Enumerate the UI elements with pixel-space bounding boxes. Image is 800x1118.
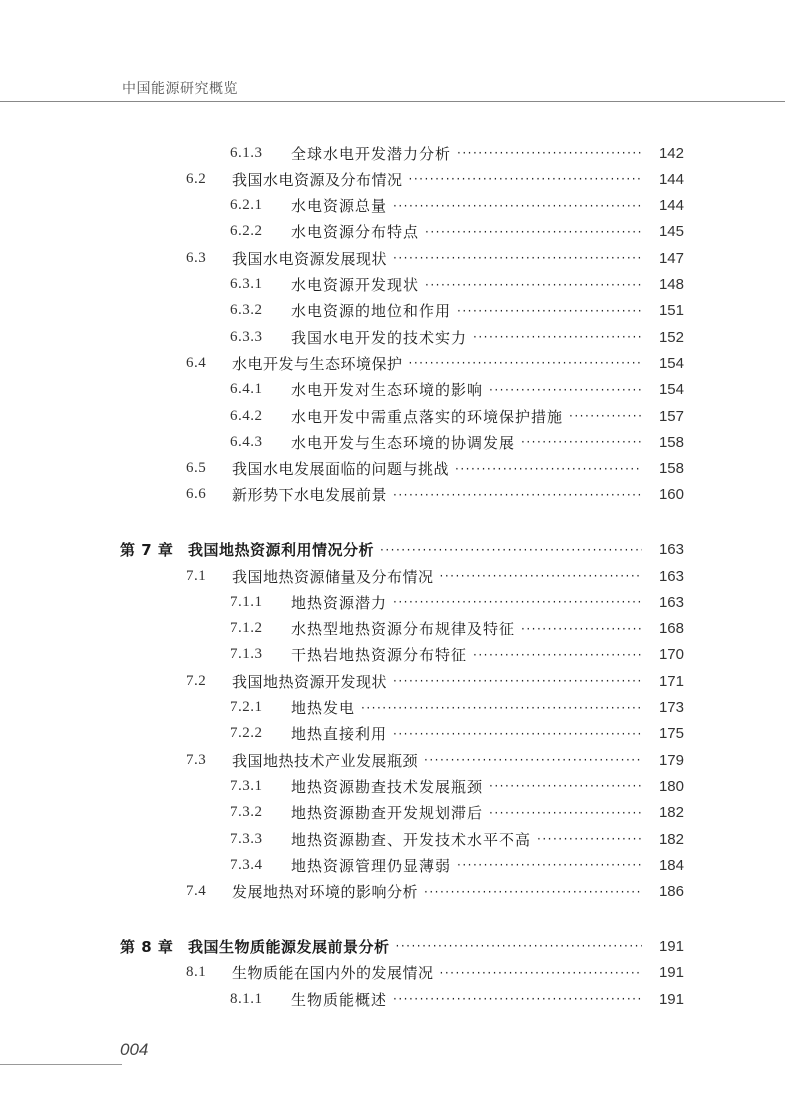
toc-entry-number: 6.5 <box>186 460 207 477</box>
toc-entry-number: 7.3.4 <box>230 856 263 873</box>
toc-entry-page: 170 <box>658 646 684 664</box>
toc-entry-title: 我国水电资源及分布情况 <box>232 170 403 189</box>
toc-entry-title: 我国水电开发的技术实力 <box>291 328 468 347</box>
toc-entry-number: 6.4.2 <box>230 407 263 424</box>
toc-entry-number: 8.1 <box>186 964 207 981</box>
toc-section-entry[interactable] <box>186 350 684 376</box>
toc-leader-dots <box>424 885 642 899</box>
toc-entry-title: 我国生物质能源发展前景分析 <box>188 937 390 956</box>
toc-entry-title: 水电开发与生态环境保护 <box>232 354 403 373</box>
toc-entry-number: 7.1.1 <box>230 593 263 610</box>
toc-leader-dots <box>424 753 642 767</box>
toc-entry-number: 6.3 <box>186 249 207 266</box>
toc-entry-page: 145 <box>658 223 684 241</box>
toc-entry-title: 生物质能概述 <box>291 990 388 1009</box>
toc-entry-number: 6.2.1 <box>230 197 263 214</box>
toc-leader-dots <box>380 543 642 557</box>
toc-entry-page: 163 <box>658 593 684 611</box>
toc-leader-dots <box>393 992 642 1006</box>
toc-entry-number: 6.4.3 <box>230 433 263 450</box>
toc-entry-page: 163 <box>658 541 684 559</box>
toc-section-entry[interactable] <box>186 563 684 589</box>
toc-leader-dots <box>455 462 642 476</box>
toc-leader-dots <box>489 383 642 397</box>
toc-leader-dots <box>537 832 642 846</box>
toc-section-entry[interactable] <box>186 879 684 905</box>
toc-entry-title: 我国地热资源储量及分布情况 <box>232 567 434 586</box>
toc-entry-number: 7.3.2 <box>230 804 263 821</box>
toc-subsection-entry[interactable] <box>230 219 684 245</box>
toc-subsection-entry[interactable] <box>230 298 684 324</box>
toc-leader-dots <box>457 146 642 160</box>
toc-entry-page: 182 <box>658 830 684 848</box>
toc-entry-number: 6.4 <box>186 354 207 371</box>
toc-entry-title: 我国地热技术产业发展瓶颈 <box>232 751 419 770</box>
toc-entry-number: 7.3.3 <box>230 830 263 847</box>
toc-entry-page: 191 <box>658 990 684 1008</box>
toc-entry-title: 地热资源勘查开发规划滞后 <box>291 804 484 823</box>
toc-entry-number: 7.1.3 <box>230 646 263 663</box>
toc-subsection-entry[interactable] <box>230 616 684 642</box>
toc-leader-dots <box>473 648 642 662</box>
toc-entry-title: 生物质能在国内外的发展情况 <box>232 964 434 983</box>
toc-entry-page: 157 <box>658 407 684 425</box>
toc-subsection-entry[interactable] <box>230 140 684 166</box>
toc-leader-dots <box>393 727 642 741</box>
toc-entry-number: 7.4 <box>186 883 207 900</box>
toc-section-entry[interactable] <box>186 747 684 773</box>
toc-leader-dots <box>409 172 642 186</box>
toc-subsection-entry[interactable] <box>230 589 684 615</box>
toc-leader-dots <box>521 435 642 449</box>
toc-subsection-entry[interactable] <box>230 852 684 878</box>
toc-entry-title: 地热发电 <box>291 699 356 717</box>
toc-entry-number: 第 8 章 <box>120 937 174 956</box>
toc-leader-dots <box>440 966 642 980</box>
toc-entry-page: 168 <box>658 620 684 638</box>
toc-section-entry[interactable] <box>186 166 684 192</box>
toc-entry-number: 6.6 <box>186 486 207 503</box>
toc-subsection-entry[interactable] <box>230 193 684 219</box>
toc-entry-number: 7.2 <box>186 672 207 689</box>
toc-entry-title: 地热直接利用 <box>291 725 388 744</box>
toc-entry-title: 水电开发中需重点落实的环境保护措施 <box>291 407 564 426</box>
toc-entry-number: 7.2.2 <box>230 725 263 742</box>
toc-section-entry[interactable] <box>186 245 684 271</box>
toc-entry-title: 发展地热对环境的影响分析 <box>232 883 419 902</box>
toc-entry-number: 7.2.1 <box>230 699 263 715</box>
toc-subsection-entry[interactable] <box>230 695 684 721</box>
toc-entry-page: 154 <box>658 354 684 372</box>
toc-entry-title: 水电开发对生态环境的影响 <box>291 381 484 400</box>
toc-entry-number: 6.1.3 <box>230 144 263 161</box>
toc-subsection-entry[interactable] <box>230 272 684 298</box>
toc-leader-dots <box>489 806 642 820</box>
toc-entry-page: 148 <box>658 276 684 293</box>
toc-leader-dots <box>457 858 642 872</box>
toc-entry-title: 水电资源分布特点 <box>291 223 420 242</box>
toc-entry-title: 地热资源勘查技术发展瓶颈 <box>291 777 484 796</box>
toc-entry-title: 水电资源的地位和作用 <box>291 302 452 321</box>
toc-subsection-entry[interactable] <box>230 324 684 350</box>
toc-subsection-entry[interactable] <box>230 429 684 455</box>
toc-entry-number: 7.1 <box>186 567 207 584</box>
toc-entry-number: 6.3.1 <box>230 276 263 292</box>
toc-leader-dots <box>393 251 642 265</box>
toc-entry-number: 6.3.3 <box>230 328 263 345</box>
toc-leader-dots <box>521 622 642 636</box>
toc-entry-page: 158 <box>658 460 684 478</box>
toc-entry-page: 152 <box>658 328 684 346</box>
page-number: 004 <box>120 1040 149 1059</box>
toc-entry-title: 地热资源管理仍显薄弱 <box>291 856 452 875</box>
toc-leader-dots <box>457 304 642 318</box>
toc-entry-title: 水电资源开发现状 <box>291 276 420 294</box>
toc-entry-page: 171 <box>658 672 684 690</box>
toc-entry-page: 173 <box>658 699 684 716</box>
toc-entry-number: 6.2.2 <box>230 223 263 240</box>
toc-entry-page: 158 <box>658 433 684 451</box>
toc-entry-page: 163 <box>658 567 684 585</box>
toc-entry-title: 我国地热资源开发现状 <box>232 672 388 691</box>
toc-section-entry[interactable] <box>186 482 684 508</box>
toc-entry-page: 160 <box>658 486 684 504</box>
toc-entry-page: 182 <box>658 804 684 822</box>
toc-subsection-entry[interactable] <box>230 377 684 403</box>
footer-divider <box>0 1064 122 1065</box>
toc-subsection-entry[interactable] <box>230 773 684 799</box>
toc-entry-page: 180 <box>658 777 684 795</box>
toc-leader-dots <box>393 674 642 688</box>
toc-entry-title: 新形势下水电发展前景 <box>232 486 388 505</box>
toc-entry-page: 144 <box>658 170 684 188</box>
toc-entry-number: 7.3 <box>186 751 207 768</box>
toc-chapter-entry[interactable] <box>120 537 684 563</box>
toc-entry-page: 184 <box>658 856 684 874</box>
toc-subsection-entry[interactable] <box>230 826 684 852</box>
toc-entry-page: 144 <box>658 197 684 215</box>
toc-entry-title: 地热资源潜力 <box>291 593 388 612</box>
toc-entry-number: 6.4.1 <box>230 381 263 398</box>
toc-leader-dots <box>473 330 642 344</box>
toc-subsection-entry[interactable] <box>230 800 684 826</box>
toc-leader-dots <box>425 225 642 239</box>
toc-entry-page: 151 <box>658 302 684 320</box>
toc-leader-dots <box>409 356 642 370</box>
toc-entry-page: 191 <box>658 937 684 955</box>
toc-entry-title: 水电资源总量 <box>291 197 388 216</box>
toc-subsection-entry[interactable] <box>230 642 684 668</box>
toc-entry-number: 第 7 章 <box>120 541 174 560</box>
toc-leader-dots <box>361 701 642 715</box>
toc-leader-dots <box>396 939 642 953</box>
toc-entry-number: 6.2 <box>186 170 207 187</box>
toc-entry-title: 干热岩地热资源分布特征 <box>291 646 468 665</box>
toc-entry-page: 142 <box>658 144 684 162</box>
toc-subsection-entry[interactable] <box>230 721 684 747</box>
toc-entry-title: 我国水电发展面临的问题与挑战 <box>232 460 450 479</box>
toc-leader-dots <box>425 278 642 292</box>
toc-leader-dots <box>393 199 642 213</box>
toc-entry-title: 全球水电开发潜力分析 <box>291 144 452 163</box>
toc-section-entry[interactable] <box>186 960 684 986</box>
toc-entry-page: 179 <box>658 751 684 769</box>
toc-entry-page: 186 <box>658 883 684 901</box>
toc-leader-dots <box>569 409 642 423</box>
toc-chapter-entry[interactable] <box>120 933 684 959</box>
toc-entry-page: 175 <box>658 725 684 743</box>
toc-section-entry[interactable] <box>186 668 684 694</box>
toc-leader-dots <box>489 779 642 793</box>
toc-entry-title: 我国水电资源发展现状 <box>232 249 388 268</box>
toc-subsection-entry[interactable] <box>230 403 684 429</box>
toc-leader-dots <box>393 488 642 502</box>
running-header: 中国能源研究概览 <box>122 81 238 97</box>
toc-leader-dots <box>393 595 642 609</box>
toc-entry-number: 8.1.1 <box>230 990 263 1007</box>
toc-entry-number: 6.3.2 <box>230 302 263 319</box>
toc-entry-page: 154 <box>658 381 684 399</box>
toc-entry-number: 7.3.1 <box>230 777 263 794</box>
toc-subsection-entry[interactable] <box>230 986 684 1012</box>
toc-entry-title: 水电开发与生态环境的协调发展 <box>291 433 516 452</box>
toc-leader-dots <box>440 569 642 583</box>
toc-section-entry[interactable] <box>186 456 684 482</box>
toc-entry-page: 191 <box>658 964 684 982</box>
toc-entry-number: 7.1.2 <box>230 620 263 637</box>
toc-entry-title: 地热资源勘查、开发技术水平不高 <box>291 830 532 849</box>
toc-entry-title: 我国地热资源利用情况分析 <box>188 541 375 560</box>
toc-entry-title: 水热型地热资源分布规律及特征 <box>291 620 516 639</box>
toc-entry-page: 147 <box>658 249 684 267</box>
